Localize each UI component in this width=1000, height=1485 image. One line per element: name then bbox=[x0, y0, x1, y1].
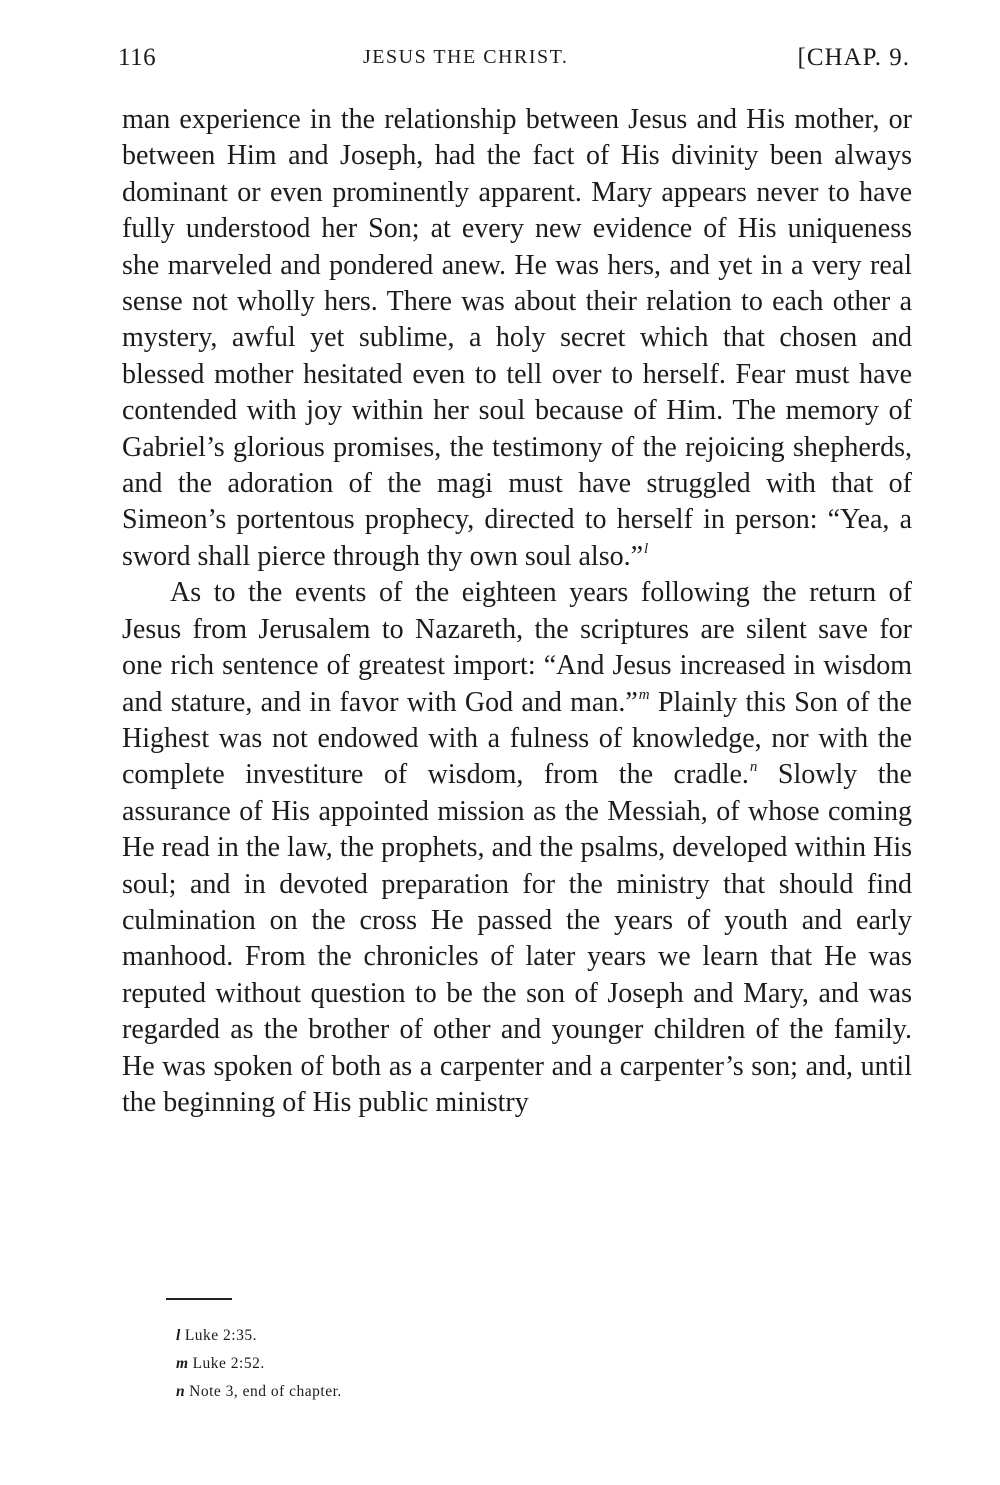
body-text bbox=[122, 102, 912, 1121]
footnote-mark: m bbox=[176, 1355, 189, 1372]
footnote-mark: n bbox=[176, 1383, 186, 1400]
footnote-divider bbox=[166, 1298, 232, 1300]
footnote-item bbox=[176, 1350, 776, 1378]
book-title: JESUS THE CHRIST. bbox=[363, 46, 569, 68]
paragraph-1 bbox=[122, 102, 912, 575]
paragraph-2-text-a: As to the events of the eighteen years following the return of Jesus from Jerusalem to Nazareth, the scriptures are silent save for one rich sentence of greatest import: “And Jesus increased in wisdom and stature, and in favor with God and man.” bbox=[122, 577, 912, 718]
footnote-text: Luke 2:35. bbox=[184, 1327, 257, 1344]
paragraph-2-text-b: Plainly this Son of the Highest was not endowed with a fulness of knowledge, nor with the complete investiture of wisdom, from the cradle. bbox=[122, 686, 912, 791]
footnote-ref-l: l bbox=[644, 540, 649, 557]
footnote-mark: l bbox=[176, 1327, 181, 1344]
paragraph-2 bbox=[122, 575, 912, 1121]
paragraph-1-text: man experience in the relationship between Jesus and His mother, or between Him and Joseph, had the fact of His divinity been always dominant or even prominently apparent. Mary appears never to have fully understood her Son; at every new evidence of His uniqueness she marveled and pondered anew. He was hers, and yet in a very real sense not wholly hers. There was about their relation to each other a mystery, awful yet sublime, a holy secret which that chosen and blessed mother hesitated even to tell over to herself. Fear must have contended with joy within her soul because of Him. The memory of Gabriel’s glorious promises, the testimony of the rejoicing shepherds, and the adoration of the magi must have struggled with that of Simeon’s portentous prophecy, directed to herself in person: “Yea, a sword shall pierce through thy own soul also.” bbox=[122, 104, 912, 572]
footnote-item bbox=[176, 1322, 776, 1350]
footnote-ref-n: n bbox=[749, 759, 758, 776]
footnote-ref-m: m bbox=[638, 686, 650, 703]
running-head bbox=[118, 44, 910, 80]
page-number: 116 bbox=[118, 44, 157, 71]
footnote-text: Note 3, end of chapter. bbox=[189, 1383, 342, 1400]
paragraph-2-text-c: Slowly the assurance of His appointed mission as the Messiah, of whose coming He read in the law, the prophets, and the psalms, developed within His soul; and in devoted preparation for the ministry that should find culmination on the cross He passed the years of youth and early manhood. From the chronicles of later years we learn that He was reputed without question to be the son of Joseph and Mary, and was regarded as the brother of other and younger children of the family. He was spoken of both as a carpenter and a carpenter’s son; and, until the beginning of His public ministry bbox=[122, 759, 912, 1118]
chapter-marker: [CHAP. 9. bbox=[797, 44, 910, 71]
footnote-item bbox=[176, 1378, 776, 1406]
footnotes bbox=[176, 1322, 776, 1406]
footnote-text: Luke 2:52. bbox=[192, 1355, 265, 1372]
